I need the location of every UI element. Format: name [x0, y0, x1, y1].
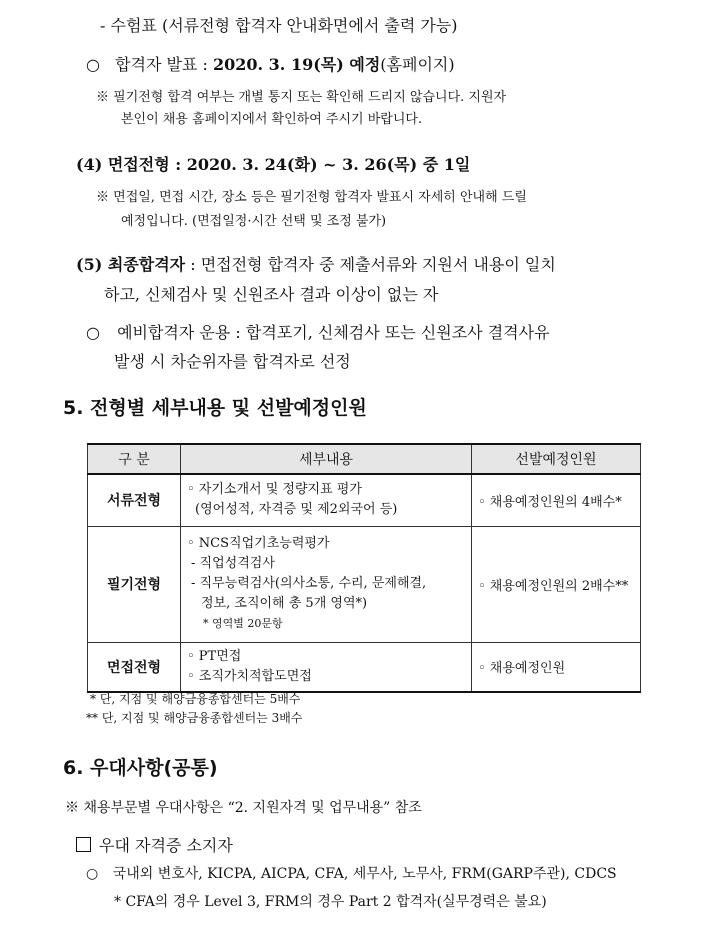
announcement-line [86, 54, 455, 76]
row-count: ◦ 채용예정인원의 4배수* [472, 474, 641, 526]
exam-ticket-line: - 수험표 (서류전형 합격자 안내화면에서 출력 가능) [100, 16, 458, 35]
row-count: ◦ 채용예정인원 [472, 642, 641, 692]
preference-reference: ※ 채용부문별 우대사항은 “2. 지원자격 및 업무내용” 참조 [65, 800, 422, 816]
certificate-heading [76, 835, 233, 857]
reserve-text: 예비합격자 운용 : 합격포기, 신체검사 또는 신원조사 결격사유 [117, 323, 550, 342]
certificate-note: * CFA의 경우 Level 3, FRM의 경우 Part 2 합격자(실무경력은 불요) [114, 894, 547, 910]
table-row [88, 526, 641, 642]
announcement-where: (홈페이지) [380, 55, 455, 74]
row-count: ◦ 채용예정인원의 2배수** [472, 526, 641, 642]
final-pass-text: : 면접전형 합격자 중 제출서류와 지원서 내용이 일치 [185, 255, 556, 274]
row-details: ◦ PT면접 ◦ 조직가치적합도면접 [181, 642, 472, 692]
certificate-list [86, 864, 617, 884]
header-details: 세부내용 [181, 444, 472, 474]
section-5-heading: 5. 전형별 세부내용 및 선발예정인원 [63, 397, 367, 419]
bullet-circle: ○ [86, 866, 99, 882]
table-row [88, 474, 641, 526]
bullet-circle: ○ [86, 323, 100, 342]
final-pass-line-2: 하고, 신체검사 및 신원조사 결과 이상이 없는 자 [104, 285, 439, 304]
final-pass-line [76, 254, 556, 276]
certificate-list-text: 국내외 변호사, KICPA, AICPA, CFA, 세무사, 노무사, FRM(GARP주관), CDCS [112, 866, 617, 882]
table-row [88, 642, 641, 692]
selection-table [87, 443, 641, 693]
section-6-heading: 6. 우대사항(공통) [63, 757, 218, 779]
announcement-label: 합격자 발표 : [115, 55, 213, 74]
note-interview-2: 예정입니다. (면접일정·시간 선택 및 조정 불가) [121, 214, 387, 229]
row-details: ◦ 자기소개서 및 정량지표 평가 (영어성적, 자격증 및 제2외국어 등) [181, 474, 472, 526]
header-count: 선발예정인원 [472, 444, 641, 474]
checkbox-square-icon [76, 837, 91, 852]
interview-schedule: (4) 면접전형 : 2020. 3. 24(화) ~ 3. 26(목) 중 1일 [76, 155, 471, 174]
note-interview-1: ※ 면접일, 면접 시간, 장소 등은 필기전형 합격자 발표시 자세히 안내해 드릴 [96, 190, 527, 205]
table-note-2: ** 단, 지점 및 해양금융종합센터는 3배수 [86, 711, 303, 725]
row-category: 서류전형 [88, 474, 181, 526]
row-category: 필기전형 [88, 526, 181, 642]
note-written-result-1: ※ 필기전형 합격 여부는 개별 통지 또는 확인해 드리지 않습니다. 지원자 [96, 90, 507, 105]
bullet-circle: ○ [86, 55, 100, 74]
reserve-line [86, 322, 550, 344]
reserve-line-2: 발생 시 차순위자를 합격자로 선정 [114, 352, 351, 371]
row-details: ◦ NCS직업기초능력평가 - 직업성격검사 - 직무능력검사(의사소통, 수리, 문제해결, 정보, 조직이해 총 5개 영역*) * 영역별 20문항 [181, 526, 472, 642]
certificate-heading-text: 우대 자격증 소지자 [99, 836, 233, 855]
header-category: 구 분 [88, 444, 181, 474]
row-category: 면접전형 [88, 642, 181, 692]
final-pass-label: (5) 최종합격자 [76, 255, 186, 274]
table-note-1: * 단, 지점 및 해양금융종합센터는 5배수 [90, 692, 301, 706]
announcement-date: 2020. 3. 19(목) 예정 [213, 55, 381, 74]
note-written-result-2: 본인이 채용 홈페이지에서 확인하여 주시기 바랍니다. [121, 112, 423, 127]
